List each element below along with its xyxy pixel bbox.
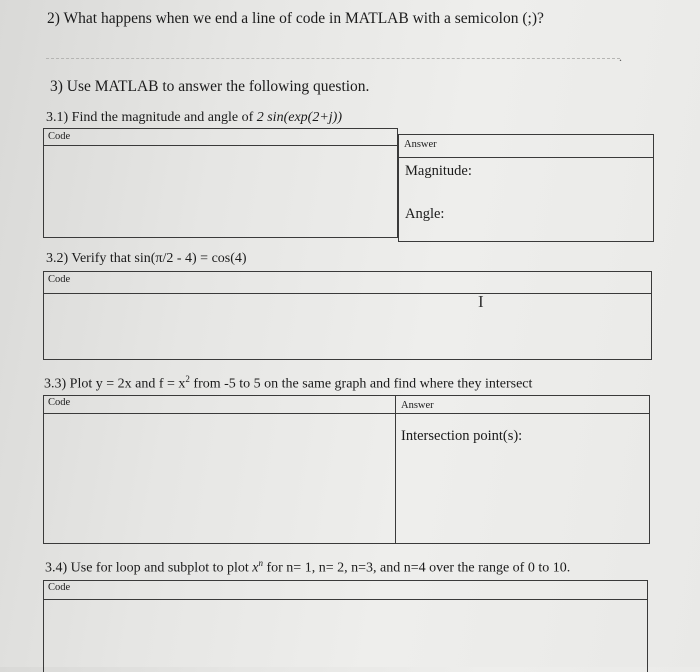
code-header-divider-3-3 [43,413,650,414]
question-3-4-base: x [252,560,259,576]
column-divider-3-3 [395,395,396,544]
code-header-divider-3-1 [43,145,398,146]
code-box-3-4[interactable] [43,580,648,672]
answer-label-3-3: Answer [401,400,434,411]
code-header-divider-3-2 [43,293,652,294]
question-3-4-prefix: 3.4) Use for loop and subplot to plot [45,560,253,576]
answer-label-3-1: Answer [404,139,437,150]
question-3-3-exponent: 2 [185,374,190,384]
question-3-1-text [46,110,342,126]
question-3-text: 3) Use MATLAB to answer the following question. [50,78,370,95]
text-cursor-icon: I [478,292,484,311]
code-box-3-3[interactable] [43,395,650,544]
code-header-divider-3-4 [43,599,648,600]
question-3-4-exponent: n [258,558,263,568]
angle-label: Angle: [405,206,445,222]
code-label-3-1: Code [48,131,71,142]
question-3-1-prefix: 3.1) Find the magnitude and angle of [46,110,257,125]
question-3-4-suffix: for n= 1, n= 2, n=3, and n=4 over the range of 0 to 10. [262,560,571,576]
magnitude-label: Magnitude: [405,163,472,179]
answer-header-divider-3-1 [398,157,654,158]
question-3-2-text: 3.2) Verify that sin(π/2 - 4) = cos(4) [46,251,247,266]
code-box-3-2[interactable] [43,271,652,360]
code-label-3-4: Code [48,582,71,593]
question-3-1-expression: 2 sin(exp(2+j)) [256,110,342,125]
answer-line [46,58,620,59]
answer-line-dot: . [619,50,622,64]
question-3-4-text [45,558,570,577]
question-2-text: 2) What happens when we end a line of code in MATLAB with a semicolon (;)? [47,10,544,27]
code-label-3-3: Code [48,397,71,408]
intersection-label: Intersection point(s): [401,428,523,444]
code-label-3-2: Code [48,274,71,285]
question-3-3-text [44,374,532,393]
answer-box-3-1[interactable] [398,134,654,242]
question-3-3-suffix: from -5 to 5 on the same graph and find where they intersect [189,376,533,392]
question-3-3-prefix: 3.3) Plot y = 2x and f = x [44,376,186,392]
